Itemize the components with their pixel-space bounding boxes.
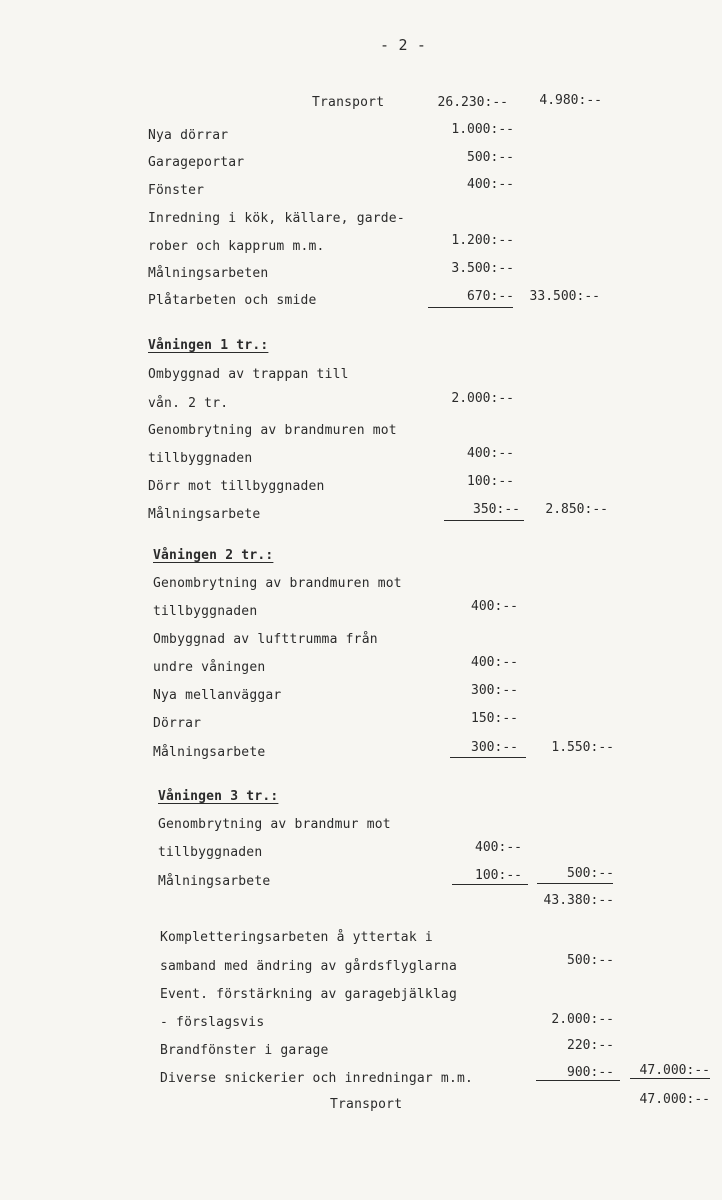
subtotal-amount: 2.850:-- bbox=[545, 502, 608, 517]
item-label: Nya mellanväggar bbox=[153, 688, 282, 703]
item-label: Dörr mot tillbyggnaden bbox=[148, 479, 325, 494]
item-amount: 300:-- bbox=[471, 683, 518, 698]
item-amount: 350:-- bbox=[473, 502, 520, 517]
item-label: Diverse snickerier och inredningar m.m. bbox=[160, 1071, 474, 1086]
sum-underline bbox=[452, 884, 528, 885]
item-amount: 400:-- bbox=[475, 840, 522, 855]
item-label: Garageportar bbox=[148, 155, 245, 170]
item-amount: 400:-- bbox=[471, 655, 518, 670]
item-label: samband med ändring av gårdsflyglarna bbox=[160, 959, 457, 974]
item-label: Målningsarbete bbox=[158, 874, 271, 889]
item-amount: 3.500:-- bbox=[451, 261, 514, 276]
sum-underline bbox=[450, 757, 526, 758]
item-label: Inredning i kök, källare, garde- bbox=[148, 211, 405, 226]
transport-amount-1: 26.230:-- bbox=[437, 95, 508, 110]
item-label: Genombrytning av brandmuren mot bbox=[148, 423, 397, 438]
item-label: Dörrar bbox=[153, 716, 202, 731]
item-label: Ombyggnad av lufttrumma från bbox=[153, 632, 378, 647]
item-label: Brandfönster i garage bbox=[160, 1043, 329, 1058]
item-amount: 500:-- bbox=[567, 953, 614, 968]
item-label: Målningsarbete bbox=[153, 745, 266, 760]
transport-label: Transport bbox=[312, 95, 385, 110]
item-label: tillbyggnaden bbox=[153, 604, 258, 619]
sum-underline bbox=[536, 1080, 620, 1081]
item-amount: 900:-- bbox=[567, 1065, 614, 1080]
sum-underline bbox=[428, 307, 513, 308]
sum-underline bbox=[537, 883, 613, 884]
item-label: Målningsarbeten bbox=[148, 266, 269, 281]
item-label: Genombrytning av brandmur mot bbox=[158, 817, 391, 832]
subtotal-amount: 500:-- bbox=[567, 866, 614, 881]
item-label: Nya dörrar bbox=[148, 128, 229, 143]
item-label: undre våningen bbox=[153, 660, 266, 675]
subtotal-amount: 33.500:-- bbox=[529, 289, 600, 304]
item-label: tillbyggnaden bbox=[158, 845, 263, 860]
item-amount: 150:-- bbox=[471, 711, 518, 726]
sum-underline bbox=[444, 520, 524, 521]
page-number: - 2 - bbox=[380, 36, 427, 54]
item-label: Målningsarbete bbox=[148, 507, 261, 522]
item-label: - förslagsvis bbox=[160, 1015, 265, 1030]
running-total: 43.380:-- bbox=[543, 893, 614, 908]
item-amount: 2.000:-- bbox=[451, 391, 514, 406]
item-label: Plåtarbeten och smide bbox=[148, 293, 317, 308]
subtotal-amount: 1.550:-- bbox=[551, 740, 614, 755]
item-amount: 1.200:-- bbox=[451, 233, 514, 248]
item-amount: 100:-- bbox=[475, 868, 522, 883]
item-amount: 1.000:-- bbox=[451, 122, 514, 137]
item-label: tillbyggnaden bbox=[148, 451, 253, 466]
section-heading: Våningen 1 tr.: bbox=[148, 338, 269, 353]
item-label: Genombrytning av brandmuren mot bbox=[153, 576, 402, 591]
transport-footer-amount: 47.000:-- bbox=[639, 1092, 710, 1107]
item-amount: 400:-- bbox=[471, 599, 518, 614]
item-label: vån. 2 tr. bbox=[148, 396, 229, 411]
item-amount: 2.000:-- bbox=[551, 1012, 614, 1027]
transport-footer-label: Transport bbox=[330, 1097, 403, 1112]
item-amount: 100:-- bbox=[467, 474, 514, 489]
item-amount: 400:-- bbox=[467, 177, 514, 192]
item-amount: 500:-- bbox=[467, 150, 514, 165]
section-heading: Våningen 2 tr.: bbox=[153, 548, 274, 563]
item-amount: 300:-- bbox=[471, 740, 518, 755]
item-amount: 670:-- bbox=[467, 289, 514, 304]
item-label: Fönster bbox=[148, 183, 205, 198]
sum-underline bbox=[630, 1078, 710, 1079]
item-label: Event. förstärkning av garagebjälklag bbox=[160, 987, 457, 1002]
item-label: Kompletteringsarbeten å yttertak i bbox=[160, 930, 433, 945]
section-heading: Våningen 3 tr.: bbox=[158, 789, 279, 804]
item-label: rober och kapprum m.m. bbox=[148, 239, 325, 254]
item-label: Ombyggnad av trappan till bbox=[148, 367, 349, 382]
transport-amount-2: 4.980:-- bbox=[539, 93, 602, 108]
item-amount: 220:-- bbox=[567, 1038, 614, 1053]
item-amount: 400:-- bbox=[467, 446, 514, 461]
total-amount: 47.000:-- bbox=[639, 1063, 710, 1078]
